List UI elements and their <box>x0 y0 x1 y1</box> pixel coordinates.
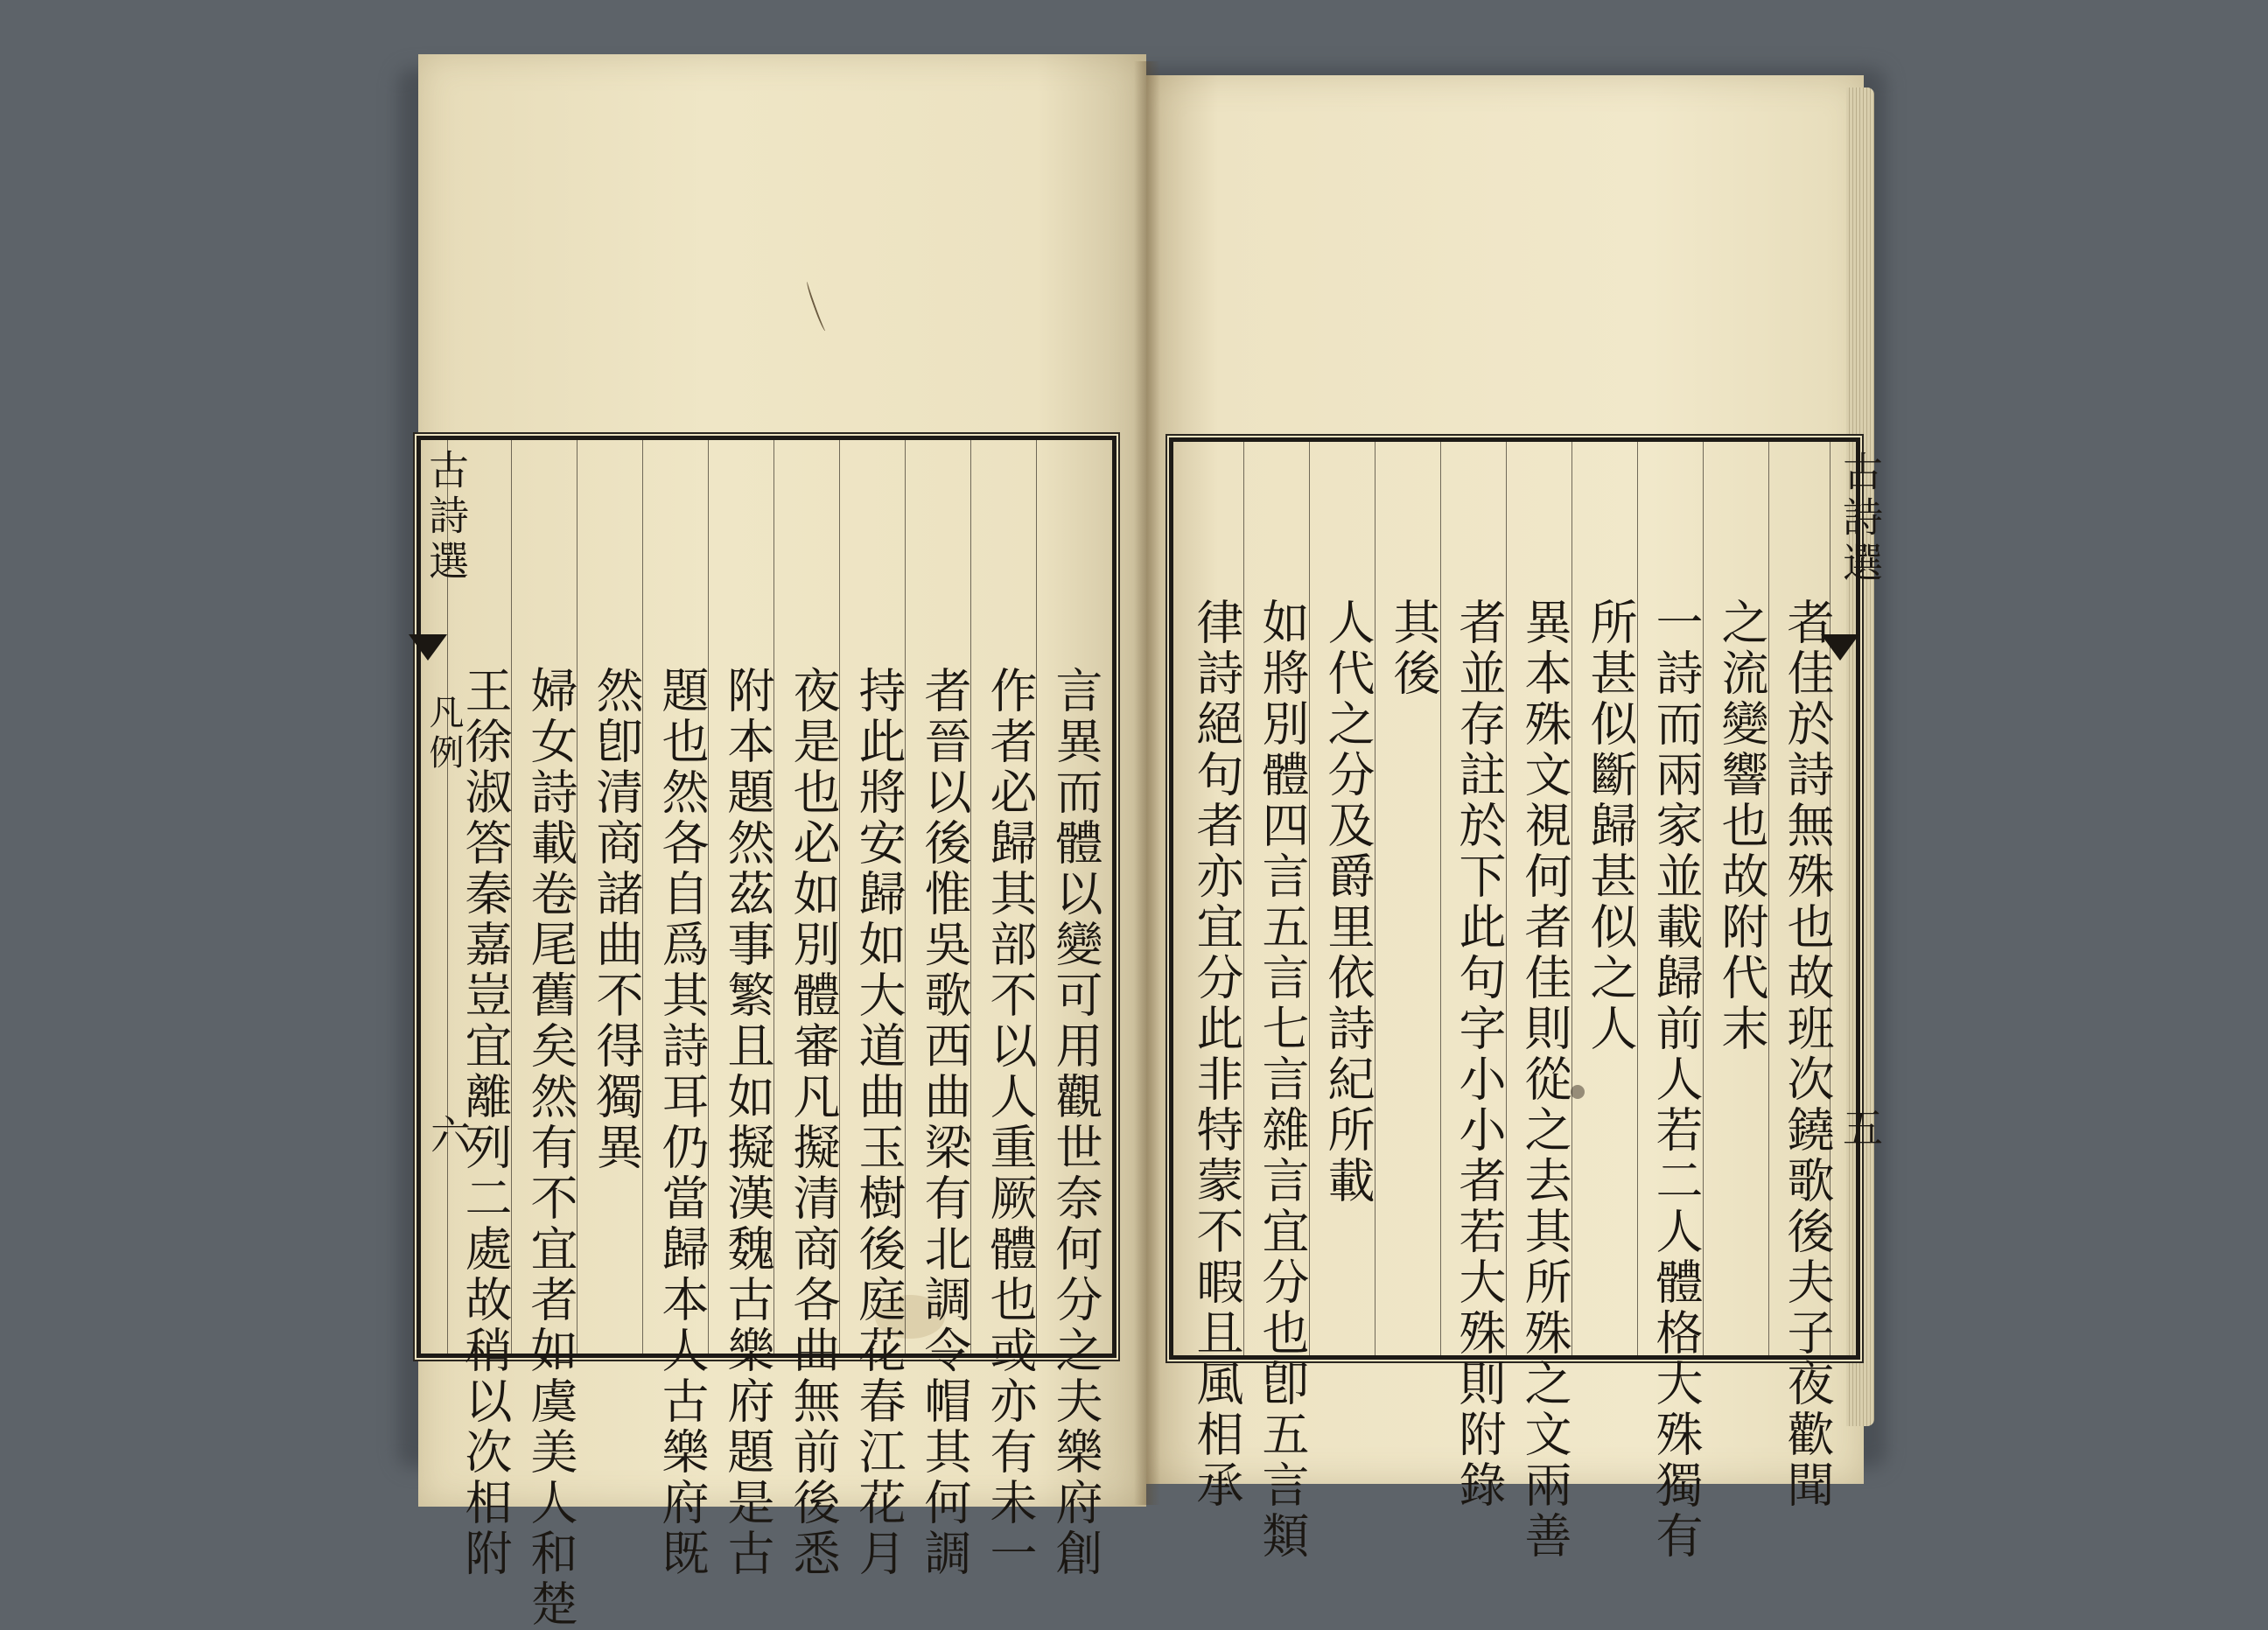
text-column: 題也然各自爲其詩耳仍當歸本人古樂府既 <box>654 666 710 1579</box>
text-column: 人代之分及爵里依詩紀所載 <box>1320 598 1376 1207</box>
text-column: 婦女詩載卷尾舊矣然有不宜者如虞美人和楚 <box>523 666 578 1630</box>
text-column: 附本題然茲事繁且如擬漢魏古樂府題是古 <box>720 666 775 1579</box>
text-column: 者並存註於下此句字小小者若大殊則附錄 <box>1452 598 1507 1511</box>
page-number: 六 <box>424 1114 472 1159</box>
text-column: 異本殊文視何者佳則從之去其所殊之文兩善 <box>1517 598 1572 1562</box>
text-column: 者晉以後惟吳歌西曲梁有北調令帽其何調 <box>917 666 972 1579</box>
book-gutter <box>1134 61 1160 1505</box>
text-column: 如將別體四言五言七言雜言宜分也卽五言類 <box>1255 598 1310 1562</box>
text-column: 之流變響也故附代末 <box>1714 598 1769 1054</box>
text-column: 作者必歸其部不以人重厥體也或亦有未一 <box>983 666 1038 1579</box>
text-column: 所甚似斷歸甚似之人 <box>1583 598 1638 1054</box>
text-column: 一詩而兩家並載歸前人若二人體格大殊獨有 <box>1648 598 1704 1562</box>
text-column: 然卽清商諸曲不得獨異 <box>589 666 644 1173</box>
text-column: 者佳於詩無殊也故班次鐃歌後夫子夜歡聞 <box>1780 598 1835 1511</box>
text-column: 王徐淑答秦嘉豈宜離列二處故稍以次相附 <box>458 666 513 1579</box>
page-number: 五 <box>1837 1107 1884 1152</box>
text-column: 持此將安歸如大道曲玉樹後庭花春江花月 <box>851 666 906 1579</box>
text-column: 夜是也必如別體審凡擬清商各曲無前後悉 <box>786 666 841 1579</box>
margin-title: 古詩選 <box>1837 451 1884 587</box>
text-column: 言異而體以變可用觀世奈何分之夫樂府創 <box>1048 666 1103 1579</box>
fishtail-mark <box>1821 634 1859 661</box>
fishtail-mark <box>409 634 447 661</box>
text-column: 律詩絕句者亦宜分此非特蒙不暇且風相承 <box>1189 598 1244 1511</box>
text-column: 其後 <box>1386 598 1441 699</box>
left-page-frame <box>416 436 1116 1630</box>
margin-section: 凡例 <box>424 694 464 774</box>
margin-title: 古詩選 <box>423 449 470 585</box>
right-page-frame <box>1169 437 1884 1562</box>
